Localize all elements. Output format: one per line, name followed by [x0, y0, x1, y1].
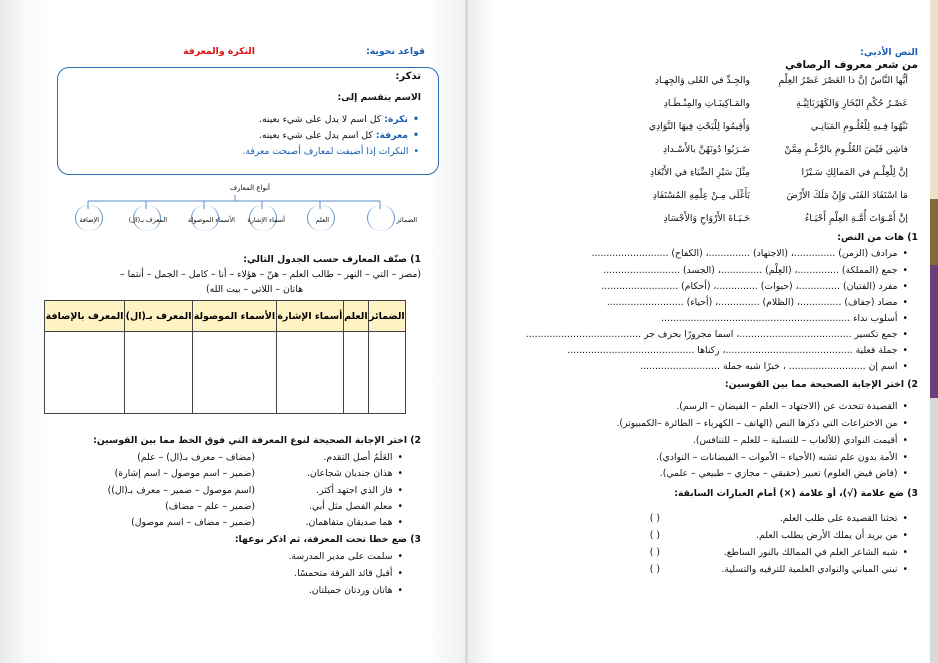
q2-sentence: • هذان جنديان شجاعان. — [307, 468, 403, 479]
q2-item: • أقيمت النوادي (للألعاب – للتسلية – للعلم – للتنافس). — [693, 435, 908, 446]
poem-verse-right: عَصْـرُ حُكْمِ البُخَارِ وَالكَهْرَبَائِيَّـةِ — [796, 98, 908, 109]
tree-branch: الأسماء الموصولة — [187, 216, 235, 224]
q1-words-cont: هاتان – اللاتي – بيت الله) — [206, 284, 303, 295]
poem-verse-left: بَأَغْلَى مِـنْ عِلْمِهِ المُسْتَفَادِ — [652, 190, 750, 201]
q1-title: 1) صنّف المعارف حسب الجدول التالي: — [243, 254, 421, 265]
table-header: المعرف بـ(ال) — [125, 301, 193, 332]
section-label: النص الأدبي: — [860, 47, 918, 58]
tree-branch: العلم — [315, 216, 329, 224]
q2-sentence: • هما صديقان متفاهمان. — [306, 517, 403, 528]
table-cell[interactable] — [368, 332, 405, 414]
right-page — [468, 0, 930, 663]
answer-bracket[interactable]: ( ) — [649, 564, 660, 575]
q1-item: • جمع تكسير ......................................، اسما مجرورًا بحرف جر ....................................... — [526, 329, 908, 340]
table-cell[interactable] — [343, 332, 368, 414]
nakira-line: • نكرة: كل اسم لا يدل على شيء بعينه. — [259, 114, 419, 125]
q2-options: (ضمير – علم – مضاف) — [165, 501, 255, 512]
poem-verse-right: فاشِن فَيْضَ العُلُـومِ بالرَّغْـمِ مِمَّنْ — [784, 144, 908, 155]
poem-verse-right: مَا اسْتَفَادَ الفَتَى وَإِنْ مَلَكَ الأَرْضَ — [786, 190, 908, 201]
q3-item: • سلمت على مدير المدرسة. — [288, 551, 403, 562]
tree-branch: أسماء الإشارة — [247, 216, 285, 224]
answer-bracket[interactable]: ( ) — [649, 513, 660, 524]
q1-item: • مرادف (الزمن) ..............، (الاجتهاد) ..............، (الكفاح) .......................... — [592, 248, 908, 259]
tree-branch: الضمائر — [396, 216, 417, 224]
q3-item: • هاتان وردتان جميلتان. — [309, 585, 403, 596]
tree-branch: الإضافة — [79, 216, 99, 224]
table-header: المعرف بالإضافة — [45, 301, 125, 332]
note-title: تذكر: — [395, 71, 421, 82]
table-header: العلم — [343, 301, 368, 332]
poem-verse-right: نَبِّهُوا فِـيهِ لِلْعُلُـومِ المَبَانِـي — [810, 121, 908, 132]
q1-item: • اسم إن .......................... ، خبرًا شبه جملة ........................... — [640, 361, 908, 372]
poem-verse-right: إنَّ لِلْعِلْـمِ في المَمالِكِ سَـيْرًا — [801, 167, 908, 178]
q2-options: (اسم موصول – ضمير – معرف بـ(ال)) — [107, 485, 255, 496]
poem-verse-right: إنَّ أَمْـوَاتَ أُمَّـةِ العِلْمِ أَحْيَـاءُ — [804, 213, 908, 224]
poem-verse-left: والجِـدِّ في العُلى وَالجِهـادِ — [654, 75, 750, 86]
table-cell[interactable] — [276, 332, 343, 414]
q2-options: (ضمير – مضاف – اسم موصول) — [131, 517, 255, 528]
tree-node — [367, 205, 395, 231]
tree-lines — [80, 195, 400, 209]
q1-title: 1) هات من النص: — [837, 232, 918, 243]
table-cell[interactable] — [125, 332, 193, 414]
poem-verse-left: حَـيَـاةَ الأَرْوَاحِ وَالأَجْسَادِ — [663, 213, 750, 224]
table-header: أسماء الإشارة — [276, 301, 343, 332]
left-page — [0, 0, 465, 663]
tree-root: أنواع المعارف — [229, 184, 270, 192]
q1-item: • مضاد (جفاف) ..............، (الظلام) ..............، (أحياء) .......................... — [607, 297, 908, 308]
q1-item: • مفرد (الفتيان) ..............، (حيوات) ..............، (أحكام) .......................... — [601, 281, 908, 292]
note-subtitle: الاسم ينقسم إلى: — [337, 92, 421, 103]
maarifa-line: • معرفة: كل اسم يدل على شيء بعينه. — [259, 130, 419, 141]
q2-item: • الأمة بدون علم تشبه (الأحياء – الأموات – الفيضانات – النوادي). — [656, 452, 908, 463]
poem-verse-right: أيُّها النَّاسُ إنَّ ذا العَصْرَ عَصْرُ العِلْمِ — [778, 75, 908, 86]
q3-title: 3) ضع علامة (√)، أو علامة (×) أمام العبارات السابقة: — [674, 488, 918, 499]
poem-title: من شعر معروف الرصافي — [784, 59, 918, 71]
q2-sentence: • معلم الفصل مثل أبي. — [309, 501, 403, 512]
answer-bracket[interactable]: ( ) — [649, 547, 660, 558]
tree-branch: المعرف بـ(ال) — [128, 216, 167, 224]
poem-verse-left: وَأَقِيمُوا لِلْبَحْثِ فِيهَا النَّوَادِي — [648, 121, 750, 132]
q3-item: • شبه الشاعر العلم في الممالك بالنور الساطع. — [724, 547, 908, 558]
q2-title: 2) اختر الإجابة الصحيحة مما بين القوسين: — [724, 379, 918, 390]
q2-sentence: • العَلَمُ أصل التقدم. — [323, 452, 403, 463]
q3-item: • أقبل قائد الفرقة متحمسًا. — [294, 568, 403, 579]
q2-options: (ضمير – اسم موصول – اسم إشارة) — [114, 468, 255, 479]
q3-item: • تحثنا القصيدة على طلب العلم. — [780, 513, 908, 524]
q1-item: • جملة فعلية ...........................................، ركناها ........................................... — [567, 345, 908, 356]
q2-sentence: • فاز الذي اجتهد أكثر. — [316, 485, 403, 496]
poem-verse-left: والمَـاكِينَـاتِ والمِنْـطَـادِ — [663, 98, 750, 109]
q3-item: • من يريد أن يملك الأرض يطلب العلم. — [756, 530, 908, 541]
q2-options: (مضاف – معرف بـ(ال) – علم) — [137, 452, 255, 463]
section-label: قواعد نحوية: — [366, 46, 425, 57]
poem-verse-left: ضَـرَبُوا دُونَهُنَّ بالأَسْـدادِ — [662, 144, 750, 155]
table-cell[interactable] — [193, 332, 277, 414]
q1-item: • جمع (المملكة) ..............، (العِلْم) ..............، (الجسد) .......................... — [603, 265, 908, 276]
table-header: الأسماء الموصولة — [193, 301, 277, 332]
classification-table — [44, 300, 406, 414]
q2-item: • القصيدة تتحدث عن (الاجتهاد – العلم – الفيضان – الرسم). — [676, 401, 908, 412]
q1-words: (مصر – التي – النهر – طالب العلم – هنّ – هؤلاء – أنا – كامل – الجمل – أنتما – — [119, 269, 421, 280]
q2-item: • من الاختراعات التي ذكرها النص (الهاتف – الكهرباء – الطائرة –الكمبيوتر). — [616, 418, 908, 429]
q1-item: • أسلوب نداء ................................................................ — [661, 313, 908, 324]
q3-item: • نبني المباني والنوادي العلمية للترفيه والتسلية. — [721, 564, 908, 575]
poem-verse-left: مِثْلَ سَيْرِ الضِّيَاءِ في الأَبْعَادِ — [650, 167, 750, 178]
note-rule: • النكرات إذا أضيفت لمعارف أصبحت معرفة. — [242, 146, 419, 157]
answer-bracket[interactable]: ( ) — [649, 530, 660, 541]
table-header: الضمائر — [368, 301, 405, 332]
topic-title: النكرة والمعرفة — [183, 46, 255, 57]
table-cell[interactable] — [45, 332, 125, 414]
q2-item: • (فاض فيض العلوم) تعبير (حقيقي – مجازي – طبيعي – علمي). — [660, 468, 908, 479]
q3-title: 3) ضع خطا تحت المعرفة، ثم اذكر نوعها: — [234, 534, 421, 545]
book-edge — [930, 0, 938, 663]
q2-title: 2) اختر الإجابة الصحيحة لنوع المعرفة التي فوق الخط مما بين القوسين: — [93, 435, 421, 446]
